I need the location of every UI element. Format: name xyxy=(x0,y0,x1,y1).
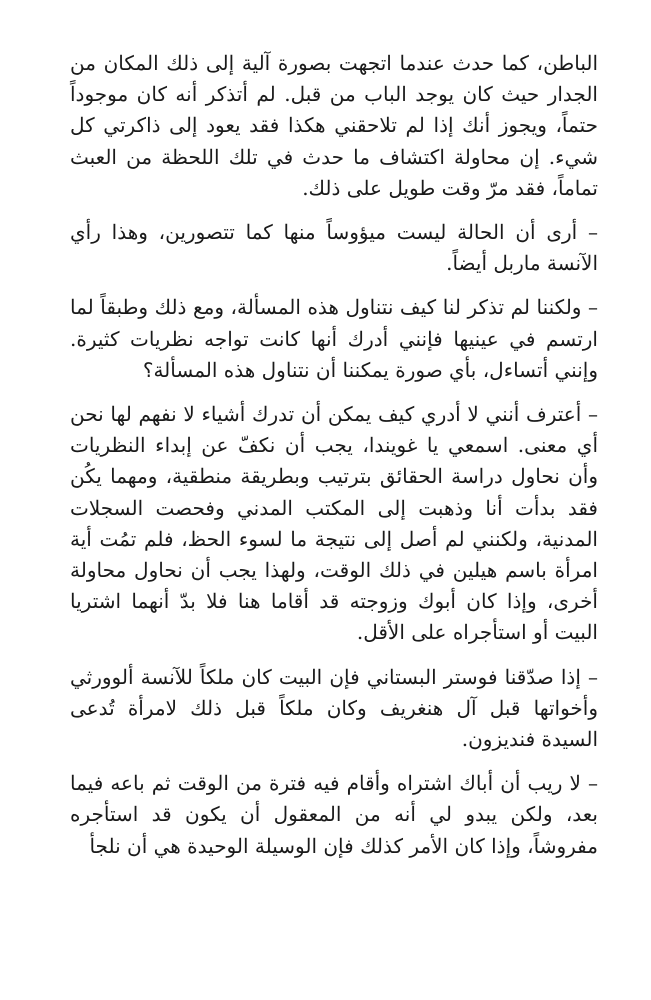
paragraph: – أعترف أنني لا أدري كيف يمكن أن تدرك أشياء لا نفهم لها نحن أي معنى. اسمعي يا غويندا، يجب أن نكفّ عن إبداء النظريات وأن نحاول دراسة الحقائق بترتيب وبطريقة منطقية، ومهما يكُن فقد بدأت أنا وذهبت إلى المكتب المدني وفحصت السجلات المدنية، ولكنني لم أصل إلى نتيجة ما لسوء الحظ، فلم تمُت أية امرأة باسم هيلين في ذلك الوقت، ولهذا يجب أن نحاول محاولة أخرى، وإذا كان أبوك وزوجته قد أقاما هنا فلا بدّ أنهما اشتريا البيت أو استأجراه على الأقل. xyxy=(70,402,598,645)
page-text xyxy=(70,48,598,875)
paragraph: – أرى أن الحالة ليست ميؤوساً منها كما تتصورين، وهذا رأي الآنسة ماربل أيضاً. xyxy=(70,220,598,276)
paragraph: – لا ريب أن أباك اشتراه وأقام فيه فترة من الوقت ثم باعه فيما بعد، ولكن يبدو لي أنه من المعقول أن يكون قد استأجره مفروشاً، وإذا كان الأمر كذلك فإن الوسيلة الوحيدة هي أن نلجأ xyxy=(70,771,598,858)
paragraph: – ولكننا لم تذكر لنا كيف نتناول هذه المسألة، ومع ذلك وطبقاً لما ارتسم في عينيها فإنني أدرك أنها كانت تواجه نظريات كثيرة. وإنني أتساءل، بأي صورة يمكننا أن نتناول هذه المسألة؟ xyxy=(70,295,598,382)
paragraph: – إذا صدّقنا فوستر البستاني فإن البيت كان ملكاً للآنسة ألوورثي وأخواتها قبل آل هنغريف وكان ملكاً قبل ذلك لامرأة تُدعى السيدة فنديزون. xyxy=(70,664,598,752)
paragraph: الباطن، كما حدث عندما اتجهت بصورة آلية إلى ذلك المكان من الجدار حيث كان يوجد الباب من قبل. لم أتذكر أنه كان موجوداً حتماً، ويجوز أنك إذا لم تلاحقني هكذا فقد يعود إلى ذاكرتي كل شيء. إن محاولة اكتشاف ما حدث في تلك اللحظة من العبث تماماً، فقد مرّ وقت طويل على ذلك. xyxy=(70,51,598,200)
